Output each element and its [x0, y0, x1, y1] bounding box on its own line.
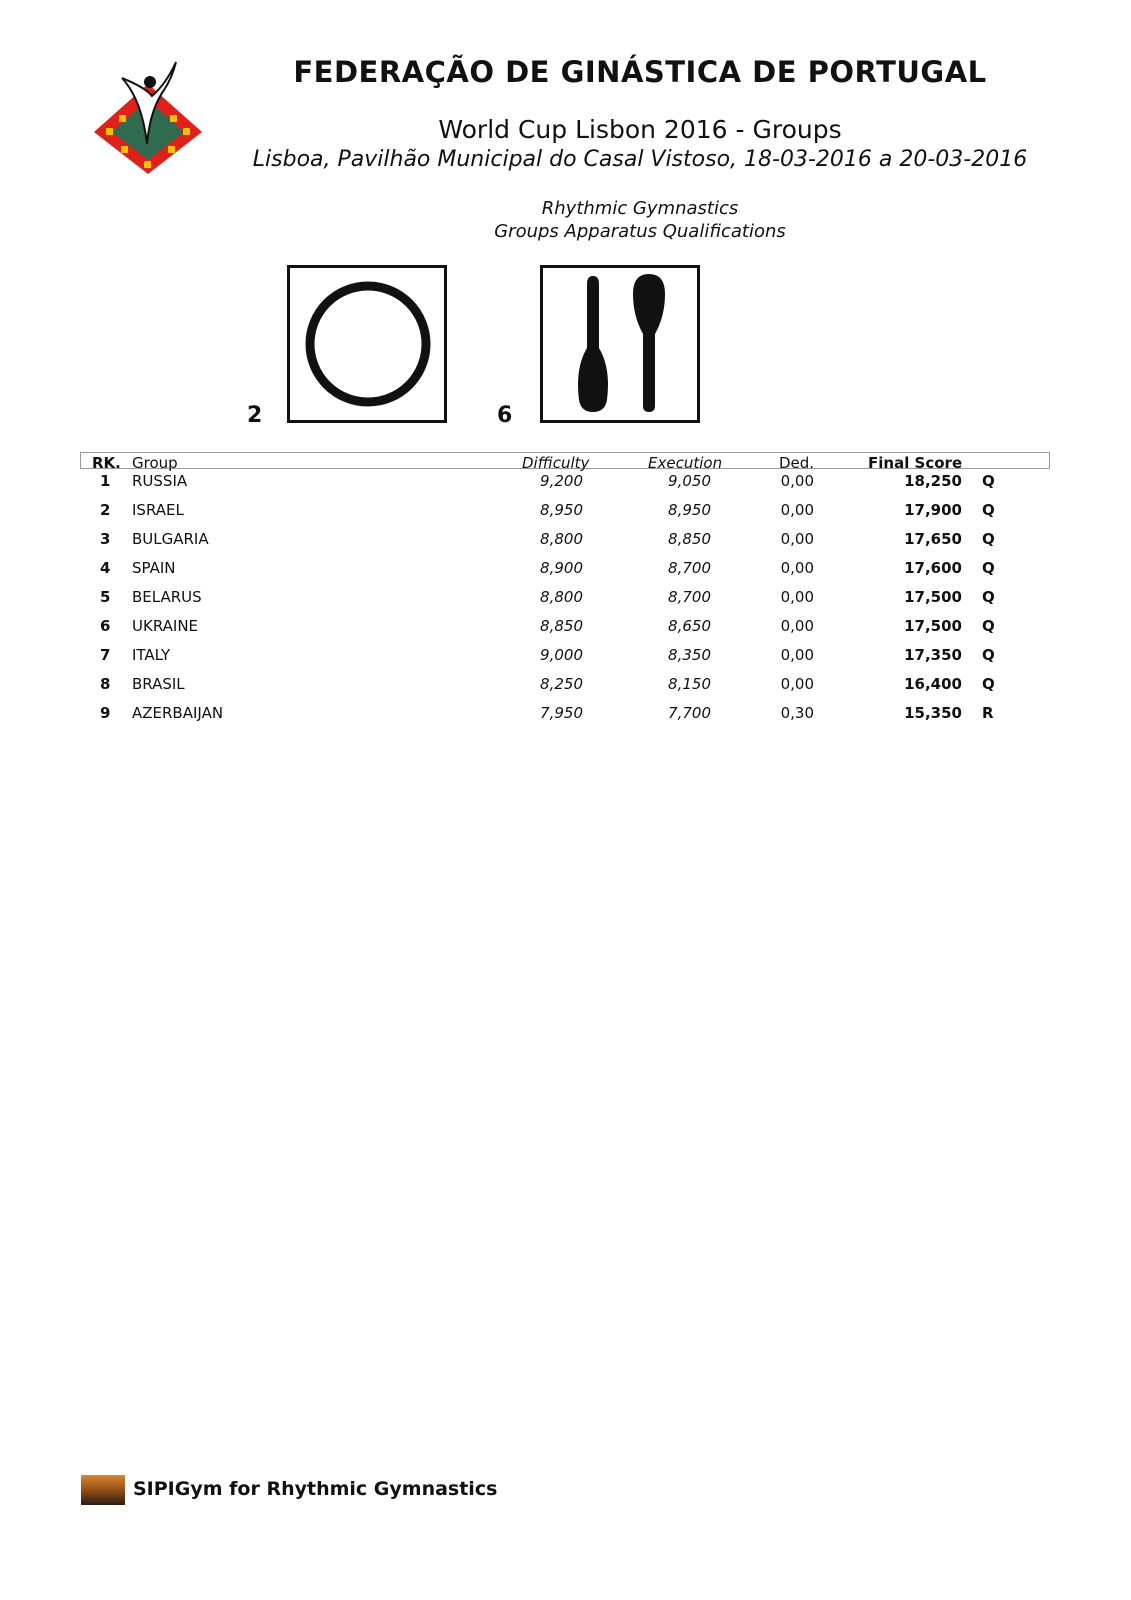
- difficulty-cell: 8,800: [540, 530, 583, 548]
- qualification-cell: Q: [982, 646, 995, 664]
- phase-label: Groups Apparatus Qualifications: [494, 221, 786, 242]
- rank-cell: 2: [100, 501, 111, 519]
- execution-cell: 8,700: [668, 559, 711, 577]
- group-name-cell: BRASIL: [132, 675, 185, 693]
- final-score-cell: 15,350: [904, 704, 962, 722]
- hoop-icon: [290, 268, 444, 420]
- execution-cell: 8,150: [668, 675, 711, 693]
- event-title: World Cup Lisbon 2016 - Groups: [438, 115, 842, 144]
- deduction-cell: 0,00: [780, 472, 814, 490]
- deduction-cell: 0,00: [780, 617, 814, 635]
- deduction-cell: 0,00: [780, 501, 814, 519]
- venue-and-dates: Lisboa, Pavilhão Municipal do Casal Vistoso, 18-03-2016 a 20-03-2016: [252, 147, 1028, 172]
- group-name-cell: UKRAINE: [132, 617, 199, 635]
- qualification-cell: R: [982, 704, 994, 722]
- clubs-count: 6: [497, 403, 513, 428]
- group-name-cell: BELARUS: [132, 588, 202, 606]
- execution-cell: 7,700: [668, 704, 711, 722]
- organization-title: FEDERAÇÃO DE GINÁSTICA DE PORTUGAL: [293, 55, 987, 89]
- difficulty-cell: 8,800: [540, 588, 583, 606]
- difficulty-cell: 7,950: [540, 704, 583, 722]
- deduction-cell: 0,00: [780, 588, 814, 606]
- final-score-cell: 17,650: [904, 530, 962, 548]
- deduction-cell: 0,00: [780, 646, 814, 664]
- difficulty-cell: 8,900: [540, 559, 583, 577]
- execution-cell: 8,850: [668, 530, 711, 548]
- federation-logo: [92, 60, 204, 176]
- qualification-cell: Q: [982, 530, 995, 548]
- final-score-cell: 17,900: [904, 501, 962, 519]
- table-row: [0, 617, 1131, 641]
- rank-cell: 6: [100, 617, 111, 635]
- hoop-apparatus-box: [287, 265, 447, 423]
- rank-cell: 7: [100, 646, 111, 664]
- rank-cell: 5: [100, 588, 111, 606]
- difficulty-cell: 8,850: [540, 617, 583, 635]
- table-row: [0, 646, 1131, 670]
- final-score-cell: 17,600: [904, 559, 962, 577]
- execution-cell: 8,700: [668, 588, 711, 606]
- final-score-cell: 18,250: [904, 472, 962, 490]
- discipline-label: Rhythmic Gymnastics: [541, 198, 739, 219]
- table-row: [0, 472, 1131, 496]
- difficulty-cell: 8,250: [540, 675, 583, 693]
- final-score-cell: 17,500: [904, 588, 962, 606]
- difficulty-cell: 9,200: [540, 472, 583, 490]
- footer-credit: SIPIGym for Rhythmic Gymnastics: [133, 1478, 498, 1500]
- clubs-apparatus-box: [540, 265, 700, 423]
- table-row: [0, 501, 1131, 525]
- clubs-icon: [543, 268, 697, 420]
- difficulty-cell: 8,950: [540, 501, 583, 519]
- deduction-cell: 0,30: [780, 704, 814, 722]
- column-header-difficulty: Difficulty: [522, 454, 590, 472]
- execution-cell: 9,050: [668, 472, 711, 490]
- table-row: [0, 588, 1131, 612]
- table-row: [0, 704, 1131, 728]
- execution-cell: 8,950: [668, 501, 711, 519]
- group-name-cell: ITALY: [132, 646, 171, 664]
- column-header-deduction: Ded.: [779, 454, 815, 472]
- difficulty-cell: 9,000: [540, 646, 583, 664]
- hoop-count: 2: [247, 403, 263, 428]
- deduction-cell: 0,00: [780, 530, 814, 548]
- group-name-cell: SPAIN: [132, 559, 176, 577]
- deduction-cell: 0,00: [780, 675, 814, 693]
- final-score-cell: 17,350: [904, 646, 962, 664]
- group-name-cell: RUSSIA: [132, 472, 188, 490]
- table-row: [0, 530, 1131, 554]
- rank-cell: 9: [100, 704, 111, 722]
- final-score-cell: 17,500: [904, 617, 962, 635]
- table-row: [0, 559, 1131, 583]
- group-name-cell: AZERBAIJAN: [132, 704, 224, 722]
- final-score-cell: 16,400: [904, 675, 962, 693]
- qualification-cell: Q: [982, 675, 995, 693]
- qualification-cell: Q: [982, 501, 995, 519]
- rank-cell: 8: [100, 675, 111, 693]
- group-name-cell: ISRAEL: [132, 501, 184, 519]
- qualification-cell: Q: [982, 617, 995, 635]
- rank-cell: 4: [100, 559, 111, 577]
- execution-cell: 8,350: [668, 646, 711, 664]
- qualification-cell: Q: [982, 472, 995, 490]
- sipigym-logo-icon: [81, 1475, 125, 1505]
- column-header-group: Group: [132, 454, 178, 472]
- deduction-cell: 0,00: [780, 559, 814, 577]
- qualification-cell: Q: [982, 588, 995, 606]
- column-header-execution: Execution: [648, 454, 723, 472]
- group-name-cell: BULGARIA: [132, 530, 209, 548]
- column-header-final-score: Final Score: [868, 454, 963, 472]
- qualification-cell: Q: [982, 559, 995, 577]
- table-row: [0, 675, 1131, 699]
- execution-cell: 8,650: [668, 617, 711, 635]
- rank-cell: 3: [100, 530, 111, 548]
- rank-cell: 1: [100, 472, 111, 490]
- column-header-rank: RK.: [92, 454, 121, 472]
